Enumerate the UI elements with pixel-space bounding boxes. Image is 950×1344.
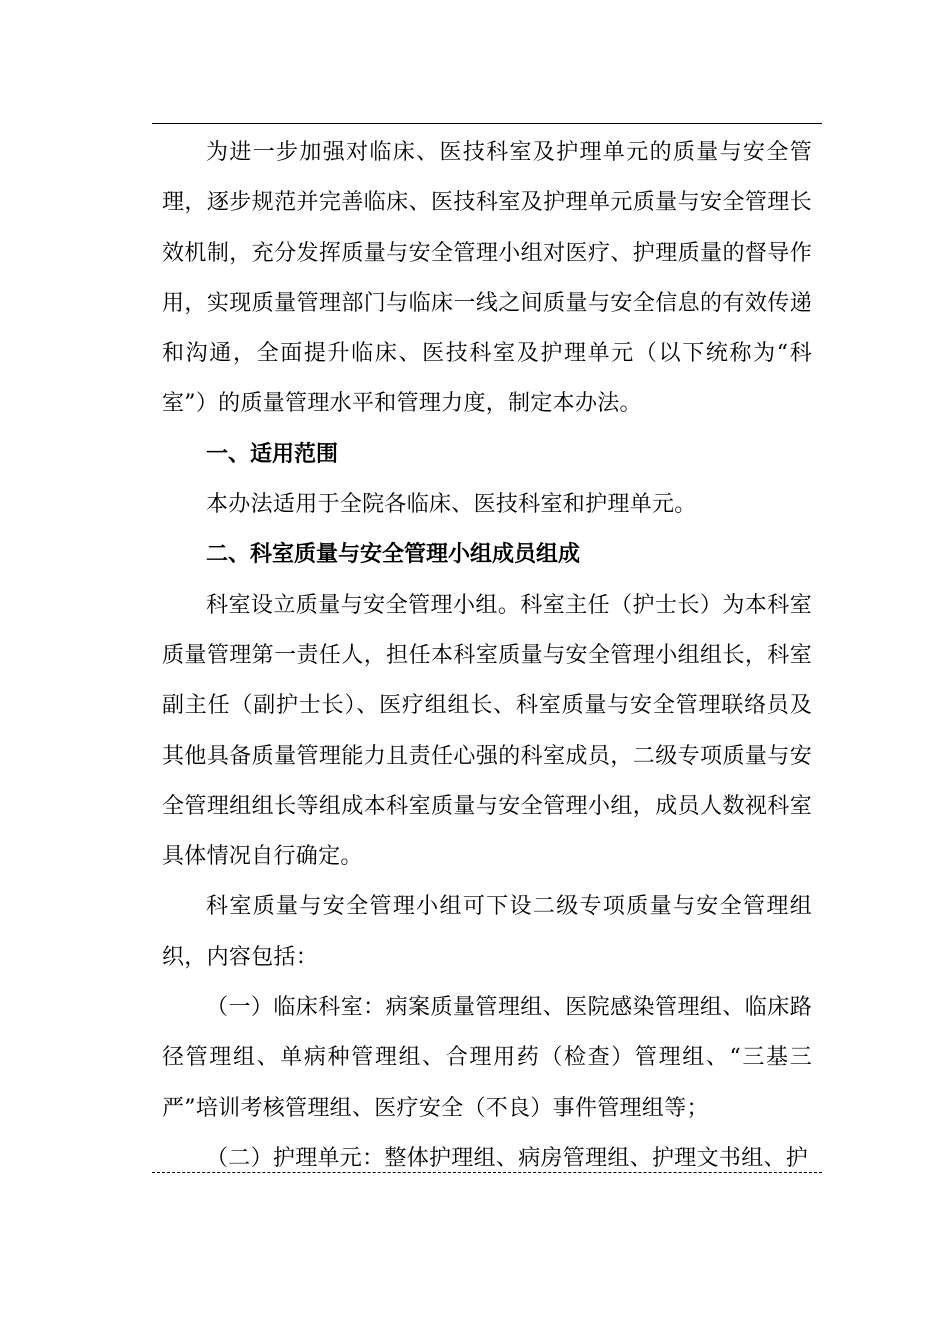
subgroup-paragraph: 科室质量与安全管理小组可下设二级专项质量与安全管理组织，内容包括： <box>162 894 812 970</box>
section-heading-scope: 一、适用范围 <box>206 441 339 467</box>
header-rule <box>152 123 822 124</box>
intro-paragraph: 为进一步加强对临床、医技科室及护理单元的质量与安全管理，逐步规范并完善临床、医技科室及护理单元质量与安全管理长效机制，充分发挥质量与安全管理小组对医疗、护理质量的督导作用，实现质量管理部门与临床一线之间质量与安全信息的有效传递和沟通，全面提升临床、医技科室及护理单元（以下统称为“科室”）的质量管理水平和管理力度，制定本办法。 <box>162 140 812 417</box>
scope-paragraph: 本办法适用于全院各临床、医技科室和护理单元。 <box>206 492 697 518</box>
document-body <box>162 128 812 1184</box>
clinical-list-item: （一）临床科室：病案质量管理组、医院感染管理组、临床路径管理组、单病种管理组、合理用药（检查）管理组、“三基三严”培训考核管理组、医疗安全（不良）事件管理组等； <box>162 995 812 1121</box>
nursing-list-item: （二）护理单元：整体护理组、病房管理组、护理文书组、护 <box>206 1145 809 1171</box>
section-heading-team: 二、科室质量与安全管理小组成员组成 <box>206 542 581 568</box>
team-paragraph: 科室设立质量与安全管理小组。科室主任（护士长）为本科室质量管理第一责任人，担任本科室质量与安全管理小组组长，科室副主任（副护士长）、医疗组组长、科室质量与安全管理联络员及其他具备质量管理能力且责任心强的科室成员，二级专项质量与安全管理组组长等组成本科室质量与安全管理小组，成员人数视科室具体情况自行确定。 <box>162 592 812 870</box>
page-break-rule <box>152 1172 822 1173</box>
